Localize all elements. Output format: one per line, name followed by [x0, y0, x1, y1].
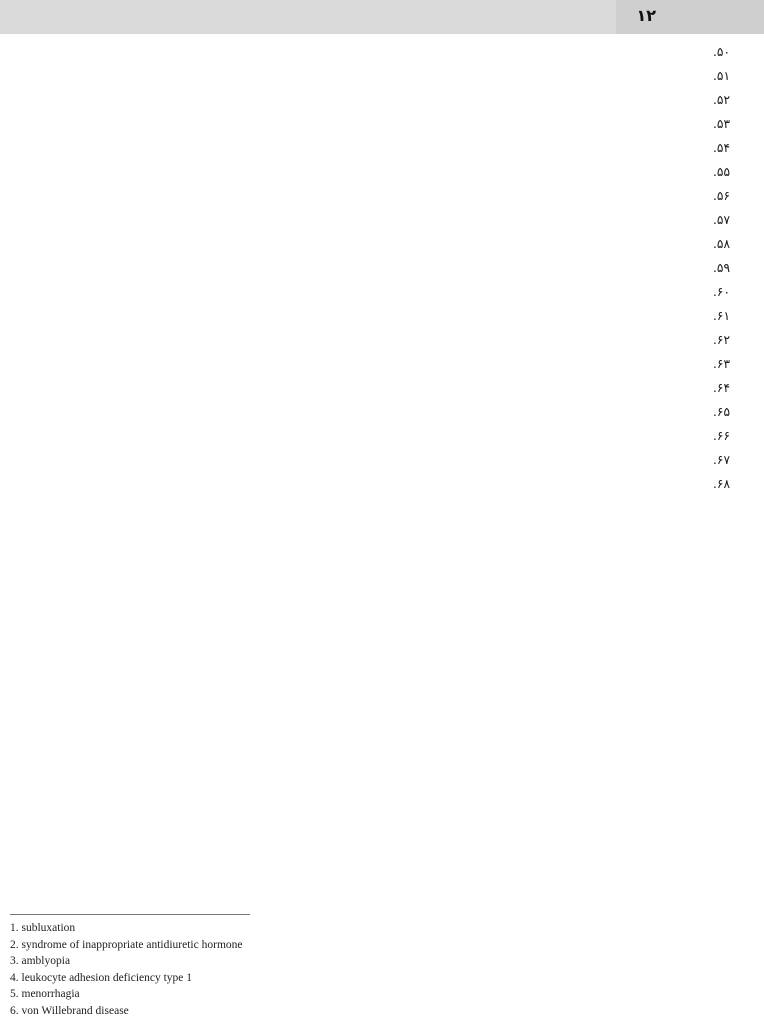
item-number: ۵۶. [713, 189, 730, 203]
footnote-1: 1. subluxation [10, 922, 76, 934]
footnote-3: 3. amblyopia [10, 955, 71, 967]
list-item [36, 304, 730, 328]
list-item [36, 40, 730, 64]
list-item [36, 112, 730, 136]
footnote-rule [10, 914, 250, 915]
list-item [36, 88, 730, 112]
list-item [36, 64, 730, 88]
footnote-5: 5. menorrhagia [10, 988, 80, 1000]
item-number: ۶۸. [713, 477, 730, 491]
item-number: ۵۳. [713, 117, 730, 131]
list-item [36, 184, 730, 208]
item-number: ۶۵. [713, 405, 730, 419]
footnote-6: 6. von Willebrand disease [10, 1004, 129, 1017]
footnote-2: 2. syndrome of inappropriate antidiuretic hormone [10, 938, 243, 951]
list-item [36, 328, 730, 352]
list-item [36, 424, 730, 448]
list-item [36, 472, 730, 496]
item-number: ۶۷. [713, 453, 730, 467]
item-number: ۵۸. [713, 237, 730, 251]
list-item [36, 256, 730, 280]
list-item [36, 208, 730, 232]
page-header [0, 0, 764, 34]
item-number: ۶۶. [713, 429, 730, 443]
item-number: ۶۴. [713, 381, 730, 395]
item-number: ۶۳. [713, 357, 730, 371]
item-number: ۵۲. [713, 93, 730, 107]
list-item [36, 160, 730, 184]
footnotes [10, 920, 710, 1019]
list-item [36, 136, 730, 160]
item-number: ۵۴. [713, 141, 730, 155]
list-item [36, 232, 730, 256]
item-number: ۶۲. [713, 333, 730, 347]
list-item [36, 400, 730, 424]
item-number: ۵۱. [713, 69, 730, 83]
list-item [36, 352, 730, 376]
list-item [36, 280, 730, 304]
item-number: ۵۹. [713, 261, 730, 275]
footnote-4: 4. leukocyte adhesion deficiency type 1 [10, 971, 193, 984]
item-number: ۵۷. [713, 213, 730, 227]
item-number: ۵۵. [713, 165, 730, 179]
item-number: ۶۰. [713, 285, 730, 299]
list-item [36, 448, 730, 472]
page-number: ۱۲ [636, 6, 656, 25]
item-number: ۵۰. [713, 45, 730, 59]
item-number: ۶۱. [713, 309, 730, 323]
list-item [36, 376, 730, 400]
body-text [36, 40, 730, 880]
